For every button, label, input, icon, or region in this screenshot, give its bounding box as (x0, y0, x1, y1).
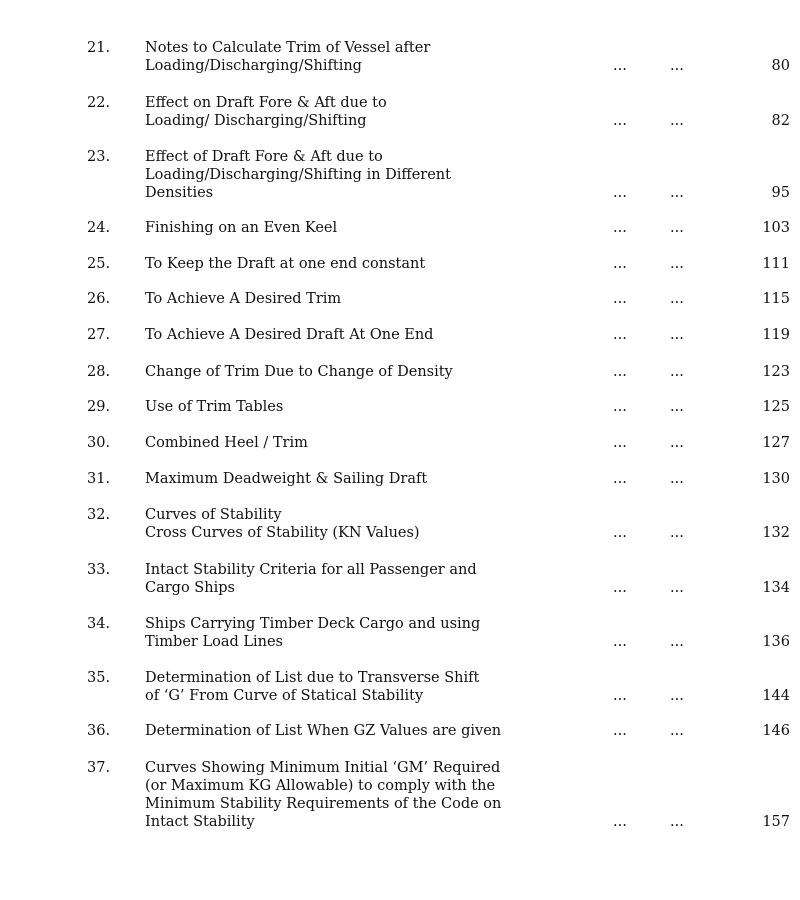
leader-dots: ... (670, 723, 684, 739)
entry-title (145, 255, 595, 273)
title-line: Determination of List When GZ Values are given (145, 723, 502, 739)
leader-dots: ... (670, 580, 684, 596)
page-number: 115 (762, 291, 790, 307)
page-number: 144 (762, 688, 790, 704)
entry-number: 31. (87, 471, 111, 487)
entry-number: 21. (87, 40, 111, 56)
entry-title (145, 722, 595, 740)
entry-number: 32. (87, 507, 111, 523)
entry-number: 30. (87, 435, 111, 451)
entry-title (145, 470, 595, 488)
entry-number: 28. (87, 364, 111, 380)
page-number: 157 (762, 814, 790, 830)
entry-number: 37. (87, 760, 111, 776)
page-number: 146 (762, 723, 790, 739)
title-line: Ships Carrying Timber Deck Cargo and using (145, 616, 481, 632)
title-line: Curves of Stability (145, 507, 282, 523)
leader-dots: ... (613, 688, 627, 704)
page-number: 130 (762, 471, 790, 487)
leader-dots: ... (670, 399, 684, 415)
leader-dots: ... (670, 525, 684, 541)
entry-number: 22. (87, 95, 111, 111)
leader-dots: ... (613, 291, 627, 307)
title-line: Cargo Ships (145, 580, 235, 596)
entry-title (145, 363, 595, 381)
title-line: (or Maximum KG Allowable) to comply with the (145, 778, 496, 794)
title-line: To Achieve A Desired Draft At One End (145, 327, 434, 343)
leader-dots: ... (670, 634, 684, 650)
entry-title (145, 398, 595, 416)
page-number: 127 (762, 435, 790, 451)
leader-dots: ... (613, 399, 627, 415)
entry-number: 36. (87, 723, 111, 739)
leader-dots: ... (613, 364, 627, 380)
entry-title (145, 561, 595, 597)
entry-number: 26. (87, 291, 111, 307)
leader-dots: ... (670, 364, 684, 380)
leader-dots: ... (613, 634, 627, 650)
title-line: Combined Heel / Trim (145, 435, 308, 451)
entry-number: 29. (87, 399, 111, 415)
title-line: Change of Trim Due to Change of Density (145, 364, 453, 380)
entry-title (145, 94, 595, 130)
page-number: 95 (771, 185, 790, 201)
entry-title (145, 326, 595, 344)
entry-title (145, 615, 595, 651)
title-line: Determination of List due to Transverse Shift (145, 670, 480, 686)
title-line: Notes to Calculate Trim of Vessel after (145, 40, 431, 56)
page-number: 132 (762, 525, 790, 541)
title-line: of ‘G’ From Curve of Statical Stability (145, 688, 424, 704)
page-number: 82 (771, 113, 790, 129)
leader-dots: ... (613, 185, 627, 201)
page-number: 125 (762, 399, 790, 415)
entry-number: 23. (87, 149, 111, 165)
leader-dots: ... (670, 220, 684, 236)
entry-number: 34. (87, 616, 111, 632)
title-line: Effect of Draft Fore & Aft due to (145, 149, 383, 165)
entry-title (145, 39, 595, 75)
entry-title (145, 148, 595, 202)
leader-dots: ... (670, 256, 684, 272)
leader-dots: ... (670, 185, 684, 201)
title-line: Minimum Stability Requirements of the Code on (145, 796, 502, 812)
leader-dots: ... (613, 435, 627, 451)
page-number: 136 (762, 634, 790, 650)
title-line: To Keep the Draft at one end constant (145, 256, 426, 272)
leader-dots: ... (670, 291, 684, 307)
leader-dots: ... (670, 435, 684, 451)
leader-dots: ... (613, 580, 627, 596)
page-number: 123 (762, 364, 790, 380)
leader-dots: ... (613, 113, 627, 129)
title-line: Densities (145, 185, 214, 201)
leader-dots: ... (670, 327, 684, 343)
leader-dots: ... (670, 814, 684, 830)
title-line: Curves Showing Minimum Initial ‘GM’ Required (145, 760, 501, 776)
leader-dots: ... (613, 471, 627, 487)
title-line: Loading/Discharging/Shifting in Different (145, 167, 451, 183)
leader-dots: ... (670, 58, 684, 74)
entry-title (145, 669, 595, 705)
page-number: 80 (771, 58, 790, 74)
title-line: Loading/Discharging/Shifting (145, 58, 362, 74)
entry-number: 27. (87, 327, 111, 343)
title-line: To Achieve A Desired Trim (145, 291, 342, 307)
title-line: Loading/ Discharging/Shifting (145, 113, 367, 129)
title-line: Finishing on an Even Keel (145, 220, 338, 236)
entry-number: 24. (87, 220, 111, 236)
leader-dots: ... (613, 525, 627, 541)
title-line: Effect on Draft Fore & Aft due to (145, 95, 387, 111)
page-number: 103 (762, 220, 790, 236)
leader-dots: ... (613, 220, 627, 236)
page-number: 119 (762, 327, 790, 343)
title-line: Use of Trim Tables (145, 399, 284, 415)
entry-number: 35. (87, 670, 111, 686)
leader-dots: ... (670, 471, 684, 487)
entry-number: 33. (87, 562, 111, 578)
entry-title (145, 506, 595, 542)
title-line: Cross Curves of Stability (KN Values) (145, 525, 420, 541)
title-line: Intact Stability Criteria for all Passenger and (145, 562, 477, 578)
leader-dots: ... (613, 814, 627, 830)
page-number: 111 (762, 256, 790, 272)
entry-title (145, 290, 595, 308)
entry-number: 25. (87, 256, 111, 272)
leader-dots: ... (613, 256, 627, 272)
leader-dots: ... (670, 688, 684, 704)
leader-dots: ... (613, 723, 627, 739)
leader-dots: ... (613, 327, 627, 343)
page-number: 134 (762, 580, 790, 596)
title-line: Timber Load Lines (145, 634, 283, 650)
leader-dots: ... (613, 58, 627, 74)
title-line: Intact Stability (145, 814, 255, 830)
entry-title (145, 219, 595, 237)
entry-title (145, 434, 595, 452)
entry-title (145, 759, 595, 831)
title-line: Maximum Deadweight & Sailing Draft (145, 471, 428, 487)
leader-dots: ... (670, 113, 684, 129)
